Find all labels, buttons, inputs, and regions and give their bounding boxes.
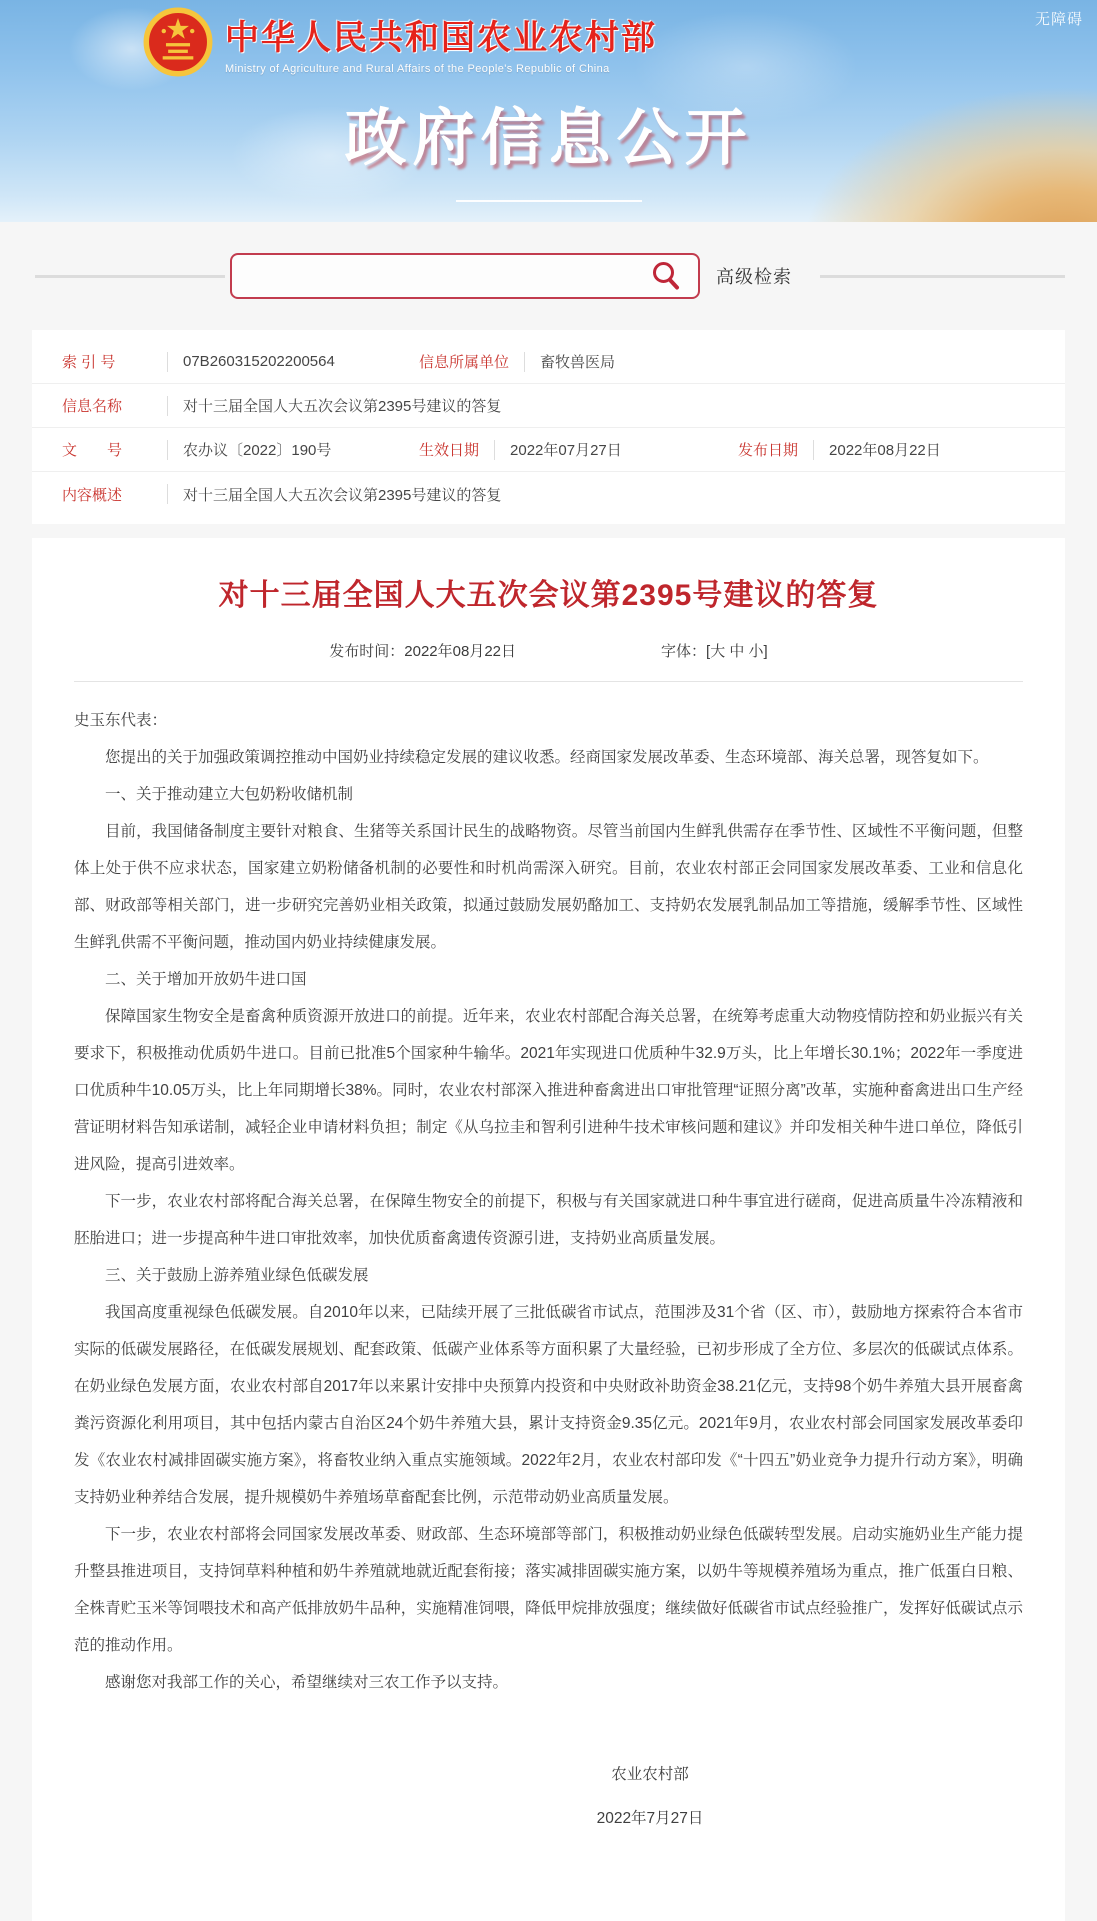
meta-row-summary xyxy=(32,472,1065,516)
meta-value-name: 对十三届全国人大五次会议第2395号建议的答复 xyxy=(183,398,502,415)
meta-label-effective: 生效日期 xyxy=(419,442,480,459)
meta-label-unit: 信息所属单位 xyxy=(419,354,510,371)
decor-line-left xyxy=(35,275,225,278)
search-box xyxy=(230,253,700,299)
page-banner-title: 政府信息公开 xyxy=(344,104,753,173)
meta-label-index: 索 引 号 xyxy=(62,354,116,371)
article-paragraph: 保障国家生物安全是畜禽种质资源开放进口的前提。近年来，农业农村部配合海关总署，在统筹考虑重大动物疫情防控和奶业振兴有关要求下，积极推动优质奶牛进口。目前已批准5个国家种牛输华。2021年实现进口优质种牛32.9万头，比上年增长30.1%；2022年一季度进口优质种牛10.05万头，比上年同期增长38%。同时，农业农村部深入推进种畜禽进出口审批管理“证照分离”改革，实施种畜禽进出口生产经营证明材料告知承诺制，减轻企业申请材料负担；制定《从乌拉圭和智利引进种牛技术审核问题和建议》并印发相关种牛进口单位，降低引进风险，提高引进效率。 xyxy=(74,1008,1023,1173)
site-name-english: Ministry of Agriculture and Rural Affairs of the People's Republic of China xyxy=(225,62,610,75)
meta-row-index xyxy=(32,340,1065,384)
decor-line-right xyxy=(820,275,1065,278)
site-header xyxy=(0,0,1097,222)
article-title: 对十三届全国人大五次会议第2395号建议的答复 xyxy=(218,579,879,612)
meta-row-docno xyxy=(32,428,1065,472)
meta-value-index: 07B260315202200564 xyxy=(183,353,335,370)
meta-value-effective: 2022年07月27日 xyxy=(510,442,622,459)
advanced-search-link[interactable]: 高级检索 xyxy=(716,267,792,287)
meta-separator xyxy=(167,352,168,372)
site-name: 中华人民共和国农业农村部 xyxy=(225,18,657,57)
meta-separator xyxy=(167,484,168,504)
site-titles xyxy=(225,10,657,75)
font-label: 字体： xyxy=(661,643,707,660)
meta-value-docno: 农办议〔2022〕190号 xyxy=(183,442,332,459)
article-paragraph: 下一步，农业农村部将配合海关总署，在保障生物安全的前提下，积极与有关国家就进口种牛事宜进行磋商，促进高质量牛冷冻精液和胚胎进口；进一步提高种牛进口审批效率，加快优质畜禽遗传资源引进，支持奶业高质量发展。 xyxy=(74,1193,1023,1247)
meta-value-summary: 对十三届全国人大五次会议第2395号建议的答复 xyxy=(183,486,502,504)
meta-label-publish: 发布日期 xyxy=(738,442,799,459)
meta-separator xyxy=(167,396,168,416)
meta-row-name xyxy=(32,384,1065,428)
publish-time: 发布时间：2022年08月22日 xyxy=(329,643,517,660)
signature-date: 2022年7月27日 xyxy=(596,1810,704,1827)
article xyxy=(32,538,1065,1921)
accessibility-link[interactable]: 无障碍 xyxy=(1034,11,1083,28)
article-section-heading: 一、关于推动建立大包奶粉收储机制 xyxy=(105,786,354,803)
meta-value-unit: 畜牧兽医局 xyxy=(540,354,616,371)
site-logo[interactable] xyxy=(143,7,657,77)
article-paragraph: 您提出的关于加强政策调控推动中国奶业持续稳定发展的建议收悉。经商国家发展改革委、生态环境部、海关总署，现答复如下。 xyxy=(105,749,989,766)
font-size-buttons[interactable]: [大 中 小] xyxy=(706,643,768,660)
meta-separator xyxy=(524,352,525,372)
article-body xyxy=(74,702,1023,1701)
article-section-heading: 三、关于鼓励上游养殖业绿色低碳发展 xyxy=(105,1267,369,1284)
signature-org: 农业农村部 xyxy=(611,1766,689,1783)
article-paragraph: 感谢您对我部工作的关心，希望继续对三农工作予以支持。 xyxy=(105,1674,509,1691)
meta-label-summary: 内容概述 xyxy=(62,486,123,504)
meta-separator xyxy=(813,440,814,460)
article-meta xyxy=(74,640,1023,661)
article-paragraph: 史玉东代表： xyxy=(74,712,168,729)
meta-label-name: 信息名称 xyxy=(62,398,123,415)
font-size-control xyxy=(661,640,768,661)
article-section-heading: 二、关于增加开放奶牛进口国 xyxy=(105,971,307,988)
search-icon xyxy=(650,259,682,291)
banner-underline xyxy=(456,200,642,202)
national-emblem-icon xyxy=(143,7,213,77)
document-meta-table xyxy=(32,330,1065,524)
article-paragraph: 目前，我国储备制度主要针对粮食、生猪等关系国计民生的战略物资。尽管当前国内生鲜乳供需存在季节性、区域性不平衡问题，但整体上处于供不应求状态，国家建立奶粉储备机制的必要性和时机尚需深入研究。目前，农业农村部正会同国家发展改革委、工业和信息化部、财政部等相关部门，进一步研究完善奶业相关政策，拟通过鼓励发展奶酪加工、支持奶农发展乳制品加工等措施，缓解季节性、区域性生鲜乳供需不平衡问题，推动国内奶业持续健康发展。 xyxy=(74,823,1023,951)
article-divider xyxy=(74,681,1023,682)
meta-separator xyxy=(494,440,495,460)
meta-separator xyxy=(167,440,168,460)
search-button[interactable] xyxy=(648,258,684,294)
article-paragraph: 下一步，农业农村部将会同国家发展改革委、财政部、生态环境部等部门，积极推动奶业绿色低碳转型发展。启动实施奶业生产能力提升整县推进项目，支持饲草料种植和奶牛养殖就地就近配套衔接；落实减排固碳实施方案，以奶牛等规模养殖场为重点，推广低蛋白日粮、全株青贮玉米等饲喂技术和高产低排放奶牛品种，实施精准饲喂，降低甲烷排放强度；继续做好低碳省市试点经验推广，发挥好低碳试点示范的推动作用。 xyxy=(74,1526,1023,1654)
search-input[interactable] xyxy=(232,255,648,297)
search-section xyxy=(0,222,1097,330)
meta-value-publish: 2022年08月22日 xyxy=(829,442,941,459)
article-paragraph: 我国高度重视绿色低碳发展。自2010年以来，已陆续开展了三批低碳省市试点，范围涉及31个省（区、市），鼓励地方探索符合本省市实际的低碳发展路径，在低碳发展规划、配套政策、低碳产业体系等方面积累了大量经验，已初步形成了全方位、多层次的低碳试点体系。在奶业绿色发展方面，农业农村部自2017年以来累计安排中央预算内投资和中央财政补助资金38.21亿元，支持98个奶牛养殖大县开展畜禽粪污资源化利用项目，其中包括内蒙古自治区24个奶牛养殖大县，累计支持资金9.35亿元。2021年9月，农业农村部会同国家发展改革委印发《农业农村减排固碳实施方案》，将畜牧业纳入重点实施领域。2022年2月，农业农村部印发《“十四五”奶业竞争力提升行动方案》，明确支持奶业种养结合发展，提升规模奶牛养殖场草畜配套比例，示范带动奶业高质量发展。 xyxy=(74,1304,1023,1506)
signature-block xyxy=(74,1753,735,1841)
meta-label-docno: 文 号 xyxy=(62,442,123,459)
